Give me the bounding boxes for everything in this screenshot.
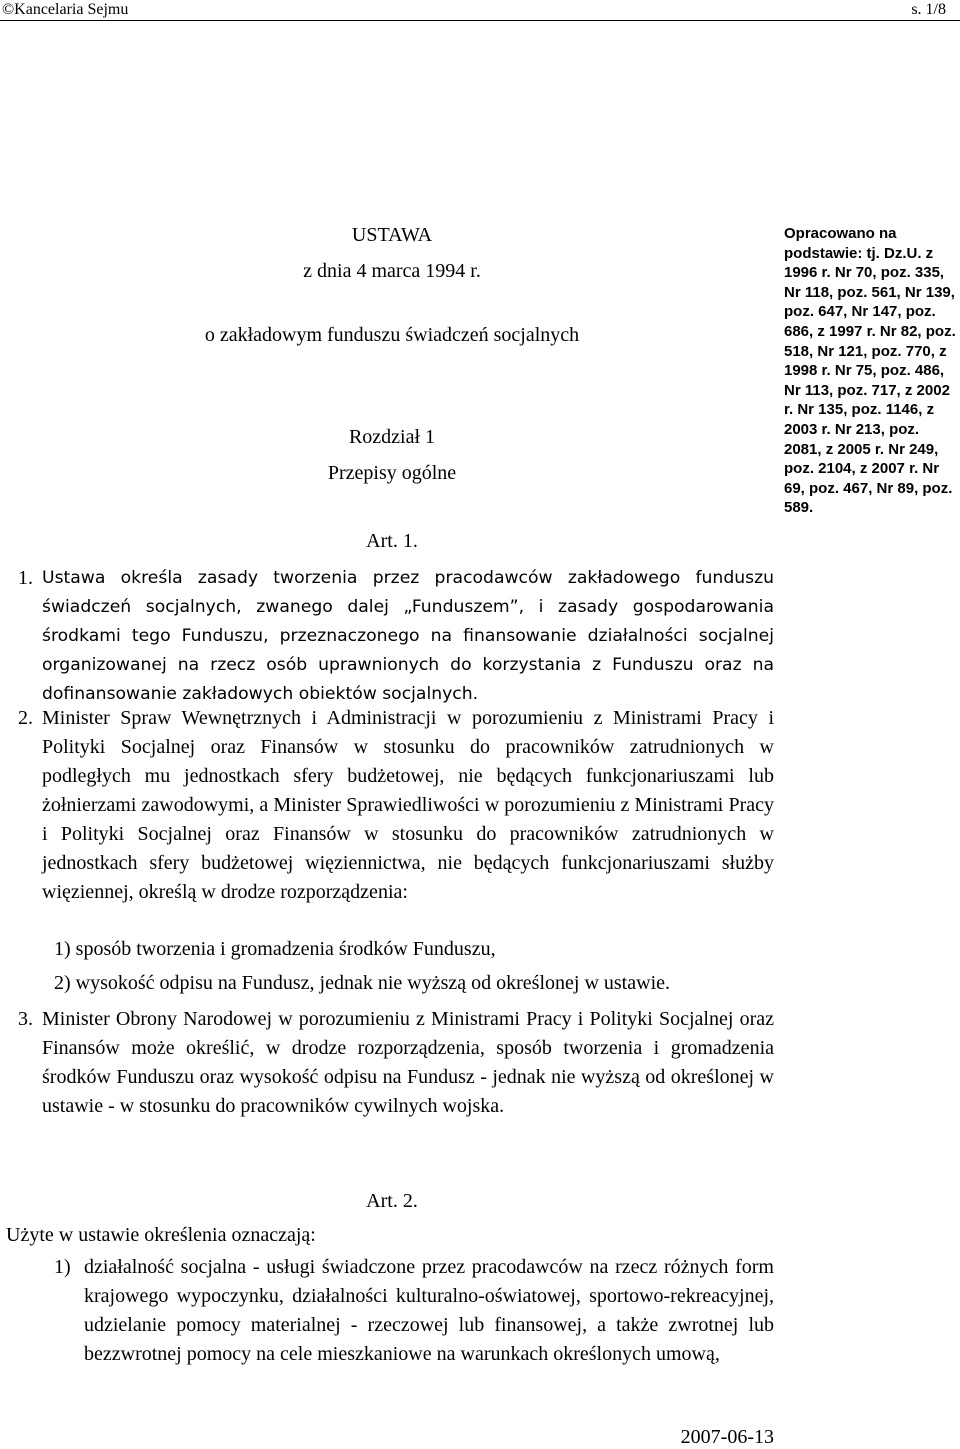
chapter-label: Rozdział 1 <box>348 426 436 448</box>
copyright-label: ©Kancelaria Sejmu <box>2 1 129 18</box>
paragraph-number: 2. <box>18 707 33 729</box>
source-note: Opracowano na podstawie: tj. Dz.U. z 1996 r. Nr 70, poz. 335, Nr 118, poz. 561, Nr 139, poz. 647, Nr 147, poz. 686, z 1997 r. Nr 82, poz. 518, Nr 121, poz. 770, z 1998 r. Nr 75, poz. 486, Nr 113, poz. 717, z 2002 r. Nr 135, poz. 1146, z 2003 r. Nr 213, poz. 2081, z 2005 r. Nr 249, poz. 2104, z 2007 r. Nr 69, poz. 467, Nr 89, poz. 589. <box>784 225 956 517</box>
act-type: USTAWA <box>351 224 433 246</box>
act-date: z dnia 4 marca 1994 r. <box>303 260 481 282</box>
page-number: s. 1/8 <box>911 1 946 18</box>
page-header <box>0 0 960 22</box>
article-1-paragraph-2 <box>18 704 774 907</box>
article-1-paragraph-3 <box>18 1005 774 1121</box>
chapter-name: Przepisy ogólne <box>327 462 457 484</box>
paragraph-text: Minister Spraw Wewnętrznych i Administracji w porozumieniu z Ministrami Pracy i Polityki Socjalnej oraz Finansów w stosunku do pracowników zatrudnionych w podległych mu jednostkach sfery budżetowej, nie będących funkcjonariuszami lub żołnierzami zawodowymi, a Minister Sprawiedliwości w porozumieniu z Ministrami Pracy i Polityki Socjalnej oraz Finansów w stosunku do pracowników zatrudnionych w jednostkach sfery budżetowej więziennictwa, nie będących funkcjonariuszami służby więziennej, określą w drodze rozporządzenia: <box>42 707 774 903</box>
article-1-heading: Art. 1. <box>366 530 418 552</box>
footer-date: 2007-06-13 <box>680 1426 774 1448</box>
definition-text: działalność socjalna - usługi świadczone przez pracodawców na rzecz różnych form krajowego wypoczynku, działalności kulturalno-oświatowej, sportowo-rekreacyjnej, udzielanie pomocy materialnej - rzeczowej lub finansowej, a także zwrotnej lub bezzwrotnej pomocy na cele mieszkaniowe na warunkach określonych umową, <box>84 1256 774 1365</box>
paragraph-text: Minister Obrony Narodowej w porozumieniu z Ministrami Pracy i Polityki Socjalnej oraz Finansów może określić, w drodze rozporządzenia, sposób tworzenia i gromadzenia środków Funduszu oraz wysokość odpisu na Fundusz - jednak nie wyższą od określonej w ustawie - w stosunku do pracowników cywilnych wojska. <box>42 1008 774 1117</box>
article-2-heading: Art. 2. <box>366 1190 418 1212</box>
definition-number: 1) <box>54 1256 71 1278</box>
list-item: 1) sposób tworzenia i gromadzenia środków Funduszu, <box>54 938 496 960</box>
paragraph-text: Ustawa określa zasady tworzenia przez pracodawców zakładowego funduszu świadczeń socjalnych, zwanego dalej „Funduszem”, i zasady gospodarowania środkami tego Funduszu, przeznaczonego na finansowanie działalności socjalnej organizowanej na rzecz osób uprawnionych do korzystania z Funduszu oraz na dofinansowanie zakładowych obiektów socjalnych. <box>42 568 774 704</box>
act-subject: o zakładowym funduszu świadczeń socjalnych <box>204 324 580 346</box>
paragraph-number: 1. <box>18 567 33 589</box>
list-item: 2) wysokość odpisu na Fundusz, jednak nie wyższą od określonej w ustawie. <box>54 972 670 994</box>
article-1-paragraph-1 <box>18 564 774 709</box>
article-2-definition-1 <box>54 1253 774 1369</box>
article-2-intro: Użyte w ustawie określenia oznaczają: <box>6 1224 316 1246</box>
paragraph-number: 3. <box>18 1008 33 1030</box>
header-rule <box>0 20 960 21</box>
